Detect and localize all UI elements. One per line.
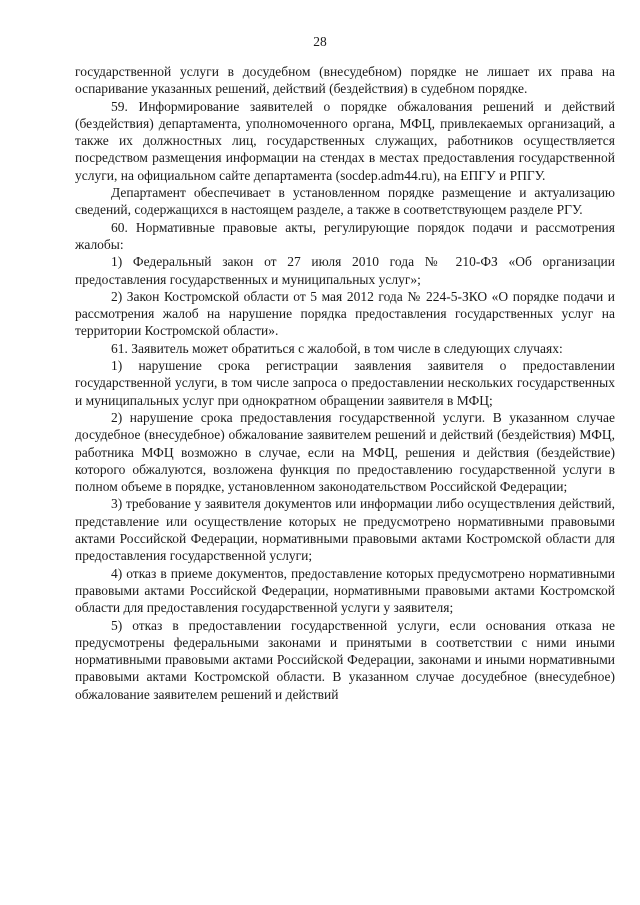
- paragraph-61-item-3: 3) требование у заявителя документов или информации либо осуществления действий, представление или осуществление которых не предусмотрено нормативными правовыми актами Российской Федерации, нормативными правовыми актами Костромской области для предоставления государственной услуги;: [75, 496, 615, 564]
- page-number: 28: [313, 34, 327, 49]
- paragraph-61: 61. Заявитель может обратиться с жалобой, в том числе в следующих случаях:: [111, 340, 563, 356]
- paragraph-59: 59. Информирование заявителей о порядке обжалования решений и действий (бездействия) департамента, уполномоченного органа, МФЦ, привлекаемых организаций, а также их должностных лиц, государственных служащих, работников осуществляется посредством размещения информации на стендах в местах предоставления государственной услуги, на официальном сайте департамента (socdep.adm44.ru), на ЕПГУ и РПГУ.: [75, 98, 615, 183]
- paragraph-60-item-1: 1) Федеральный закон от 27 июля 2010 года № 210-ФЗ «Об организации предоставления государственных и муниципальных услуг»;: [75, 254, 615, 287]
- paragraph-60-item-2: 2) Закон Костромской области от 5 мая 2012 года № 224-5-ЗКО «О порядке подачи и рассмотрения жалоб на нарушение порядка предоставления государственных услуг на территории Костромской области».: [75, 288, 615, 339]
- paragraph-continuation: государственной услуги в досудебном (внесудебном) порядке не лишает их права на оспаривание указанных решений, действий (бездействия) в судебном порядке.: [75, 64, 615, 97]
- paragraph-61-item-4: 4) отказ в приеме документов, предоставление которых предусмотрено нормативными правовыми актами Российской Федерации, нормативными правовыми актами Костромской области для предоставления государственной услуги у заявителя;: [75, 565, 615, 616]
- paragraph-61-item-1: 1) нарушение срока регистрации заявления заявителя о предоставлении государственной услуги, в том числе запроса о предоставлении нескольких государственных и муниципальных услуг при однократном обращении заявителя в МФЦ;: [75, 358, 615, 408]
- paragraph-61-item-2: 2) нарушение срока предоставления государственной услуги. В указанном случае досудебное (внесудебное) обжалование заявителем решений и действий (бездействия) МФЦ, работника МФЦ возможно в случае, если на МФЦ, решения и действия (бездействие) которого обжалуются, возложена функция по предоставлению государственной услуги в полном объеме в порядке, установленном законодательством Российской Федерации;: [75, 409, 615, 495]
- paragraph-61-item-5: 5) отказ в предоставлении государственной услуги, если основания отказа не предусмотрены федеральными законами и принятыми в соответствии с ними иными нормативными правовыми актами Российской Федерации, законами и иными нормативными правовыми актами Костромской области. В указанном случае досудебное (внесудебное) обжалование заявителем решений и действий: [75, 617, 615, 702]
- paragraph-60: 60. Нормативные правовые акты, регулирующие порядок подачи и рассмотрения жалобы:: [75, 219, 615, 252]
- document-body: [75, 63, 615, 703]
- paragraph-department: Департамент обеспечивает в установленном порядке размещение и актуализацию сведений, содержащихся в настоящем разделе, а также в соответствующем разделе РГУ.: [75, 185, 615, 218]
